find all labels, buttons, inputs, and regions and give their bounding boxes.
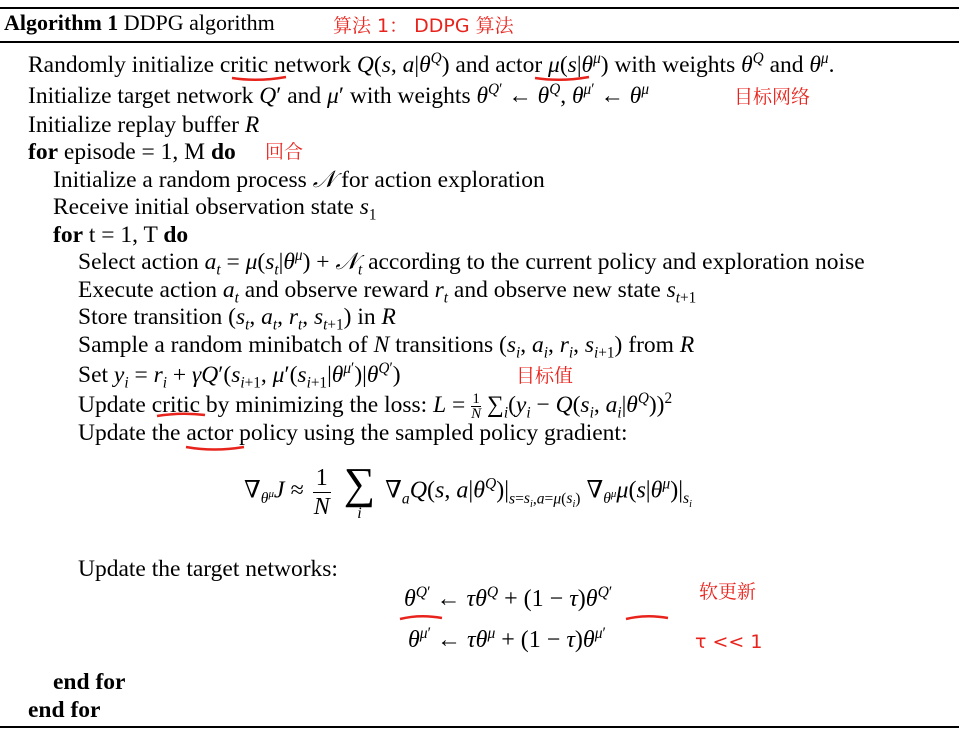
theta-q-underline-left (398, 613, 444, 623)
actor-underline (533, 74, 591, 82)
target-value-annotation: 目标值 (516, 365, 574, 387)
line-init-target: Initialize target network Q′ and μ′ with weights $\theta^{Q'}$ ← $\theta^Q$, $\theta^{\mu'}$ ← $\theta^\mu$ (28, 81, 650, 109)
soft-update-annotation: 软更新 (699, 581, 757, 603)
line-init-critic-actor: Randomly initialize critic network Q(s, $a|\theta^Q$) and actor $\mu(s|\theta^\mu)$ with weights $\theta^Q$ and $\theta^\mu$. (28, 50, 835, 78)
caption-rule (0, 41, 959, 43)
theta-q-underline-right (624, 613, 670, 623)
line-execute-action: Execute action $a_t$ and observe reward $r_t$ and observe new state $s_{t+1}$ (78, 277, 697, 307)
bottom-rule (0, 726, 959, 728)
target-network-annotation: 目标网络 (734, 86, 811, 108)
line-init-buffer: Initialize replay buffer R (28, 112, 260, 138)
end-for-outer: end for (28, 697, 101, 723)
critic-underline (230, 74, 288, 82)
line-update-critic: Update critic by minimizing the loss: L = $\frac{1}{N}$ $\sum_i(y_i - Q(s_i$, $a_i|\theta^Q))^2$ (78, 390, 673, 423)
episode-annotation: 回合 (265, 141, 304, 163)
line-for-t: for t = 1, T do (53, 222, 189, 248)
algorithm-name: DDPG algorithm (123, 10, 275, 35)
line-update-target: Update the target networks: (78, 556, 338, 582)
line-init-random-process: Initialize a random process 𝒩 for action exploration (53, 167, 545, 193)
line-update-actor: Update the actor policy using the sampled policy gradient: (78, 420, 628, 446)
end-for-inner: end for (53, 669, 126, 695)
tau-annotation: τ << 1 (695, 631, 763, 653)
title-annotation: 算法 1： DDPG 算法 (333, 15, 514, 37)
algorithm-label: Algorithm 1 (4, 10, 119, 35)
line-for-episode: for episode = 1, M do (28, 139, 236, 165)
algorithm-caption (4, 9, 275, 37)
line-select-action: Select action $a_t = \mu(s_t|\theta^\mu)$ + 𝒩$_t$ according to the current policy and exploration noise (78, 247, 865, 279)
line-receive-state: Receive initial observation state $s_1$ (53, 194, 377, 224)
line-set-target: Set $y_i = r_i + \gamma Q'(s_{i+1}$, $\mu'(s_{i+1}|\theta^{\mu'})|\theta^{Q'}$) (78, 360, 401, 392)
soft-update-critic-equation: $\theta^{Q'}$ ← $\tau\theta^Q + (1 - \tau)\theta^{Q'}$ (404, 584, 613, 612)
soft-update-actor-equation: $\theta^{\mu'}$ ← $\tau\theta^\mu + (1 - \tau)\theta^{\mu'}$ (408, 625, 606, 653)
line-sample-minibatch: Sample a random minibatch of N transitions ($s_i$, $a_i$, $r_i$, $s_{i+1}$) from R (78, 332, 695, 362)
line-store-transition: Store transition ($s_t$, $a_t$, $r_t$, $s_{t+1}$) in R (78, 304, 396, 334)
actor-underline-2 (184, 443, 246, 453)
policy-gradient-equation: $\nabla_{\theta^\mu}J$ ≈ $\frac{1}{N}$ ∑ i $\nabla_aQ(s$, $a|\theta^Q)|_{s=s_i,a=\mu(s_i)}$ $\nabla_{\theta^\mu}\mu(s|\theta^\mu)|_{s_i}$ (244, 459, 692, 522)
